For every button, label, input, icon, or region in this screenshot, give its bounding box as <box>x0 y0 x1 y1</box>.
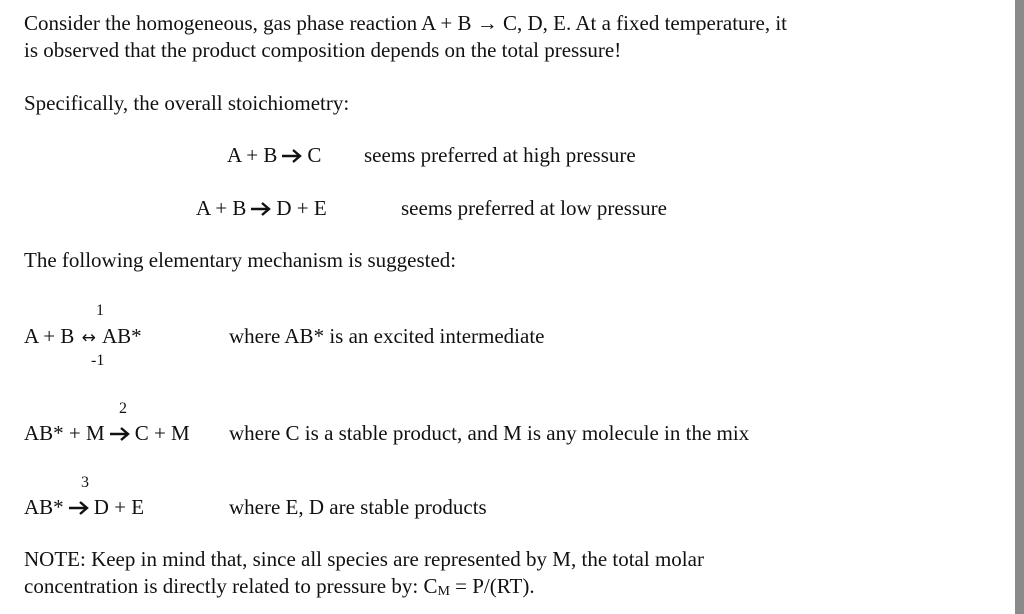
double-arrow-icon: ↔ <box>81 328 96 348</box>
intro-line-2: is observed that the product composition depends on the total pressure! <box>24 38 622 62</box>
mechanism-heading: The following elementary mechanism is suggested: <box>24 248 457 272</box>
reaction-arrow-icon <box>68 500 90 516</box>
note-line-2-prefix: concentration is directly related to pressure by: C <box>24 574 438 598</box>
step-right: C + M <box>134 421 190 445</box>
mechanism-step-3 <box>24 495 144 520</box>
mechanism-step-3-note: where E, D are stable products <box>229 495 487 519</box>
reaction-left: A + B <box>227 143 278 167</box>
reaction-arrow-icon <box>109 426 131 442</box>
note-line-2-subscript: M <box>437 584 450 599</box>
reaction-left: A + B <box>196 196 247 220</box>
mechanism-step-2-note: where C is a stable product, and M is any molecule in the mix <box>229 421 750 445</box>
reaction-high-pressure <box>227 143 321 168</box>
reaction-right: D + E <box>276 196 327 220</box>
note-line-2 <box>24 574 535 604</box>
step-right: D + E <box>93 495 145 519</box>
reaction-high-pressure-note: seems preferred at high pressure <box>364 143 636 167</box>
step-left: AB* + M <box>24 421 105 445</box>
intro-line-1: Consider the homogeneous, gas phase reaction A + B → C, D, E. At a fixed temperature, it <box>24 11 788 35</box>
reaction-low-pressure <box>196 196 327 221</box>
scrollbar[interactable] <box>1015 0 1024 614</box>
mechanism-step-1-note: where AB* is an excited intermediate <box>229 324 545 348</box>
note-line-2-suffix: = P/(RT). <box>449 574 535 598</box>
reaction-low-pressure-note: seems preferred at low pressure <box>401 196 667 220</box>
step-1-reverse-index: -1 <box>91 352 105 369</box>
step-3-index: 3 <box>81 474 89 491</box>
mechanism-step-2 <box>24 421 190 446</box>
reaction-arrow-icon <box>281 148 303 164</box>
step-2-index: 2 <box>119 400 127 417</box>
step-right: AB* <box>101 324 142 348</box>
step-left: AB* <box>24 495 64 519</box>
note-line-1: NOTE: Keep in mind that, since all species are represented by M, the total molar <box>24 547 704 571</box>
reaction-right: C <box>307 143 322 167</box>
mechanism-step-1 <box>24 324 142 351</box>
stoichiometry-heading: Specifically, the overall stoichiometry: <box>24 91 350 115</box>
step-1-forward-index: 1 <box>96 302 104 319</box>
reaction-arrow-icon <box>250 201 272 217</box>
step-left: A + B <box>24 324 75 348</box>
